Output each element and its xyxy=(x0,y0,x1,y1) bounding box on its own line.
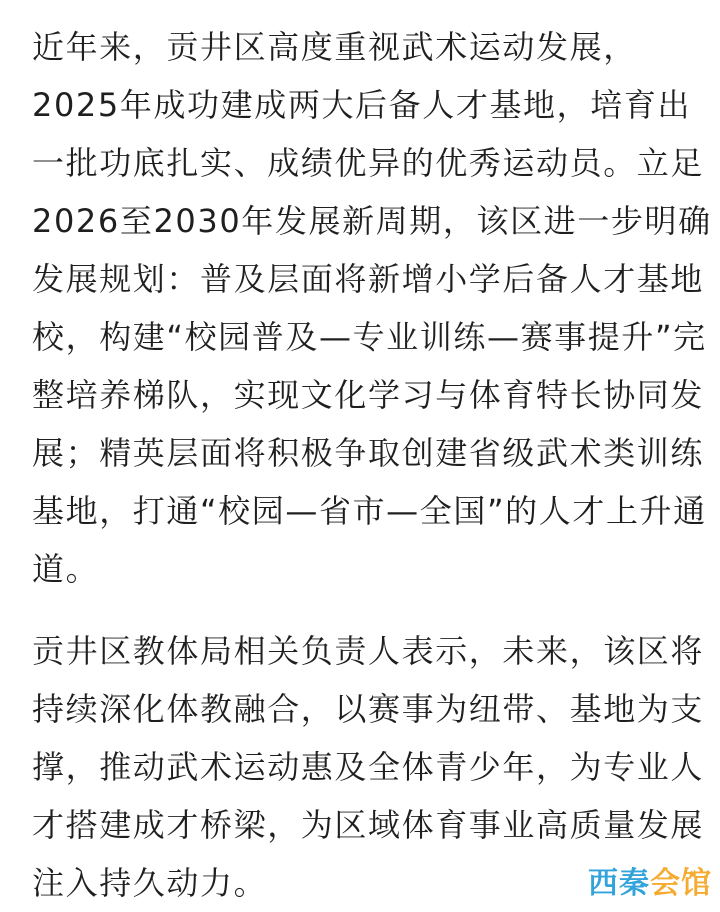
watermark-text-part2: 会馆 xyxy=(650,866,712,901)
text-line: 注入持久动力。 xyxy=(32,864,268,902)
text-line: 一批功底扎实、成绩优异的优秀运动员。立足 xyxy=(32,144,705,182)
article-body xyxy=(32,18,712,912)
text-line: 基地，打通“校园—省市—全国”的人才上升通 xyxy=(32,492,707,530)
text-line: 撑，推动武术运动惠及全体青少年，为专业人 xyxy=(32,748,705,786)
paragraph-1 xyxy=(32,18,712,598)
text-line: 持续深化体教融合，以赛事为纽带、基地为支 xyxy=(32,690,705,728)
watermark-text-part1: 西秦 xyxy=(588,866,650,901)
text-line: 整培养梯队，实现文化学习与体育特长协同发 xyxy=(32,376,705,414)
watermark-logo xyxy=(588,866,712,901)
text-line: 发展规划：普及层面将新增小学后备人才基地 xyxy=(32,260,705,298)
text-line: 校，构建“校园普及—专业训练—赛事提升”完 xyxy=(32,318,707,356)
text-line: 2025年成功建成两大后备人才基地，培育出 xyxy=(32,86,692,124)
text-line: 贡井区教体局相关负责人表示，未来，该区将 xyxy=(32,632,705,670)
text-line: 道。 xyxy=(32,550,100,588)
text-line: 2026至2030年发展新周期，该区进一步明确 xyxy=(32,202,712,240)
text-line: 才搭建成才桥梁，为区域体育事业高质量发展 xyxy=(32,806,705,844)
text-line: 展；精英层面将积极争取创建省级武术类训练 xyxy=(32,434,705,472)
text-line: 近年来，贡井区高度重视武术运动发展， xyxy=(32,28,637,66)
